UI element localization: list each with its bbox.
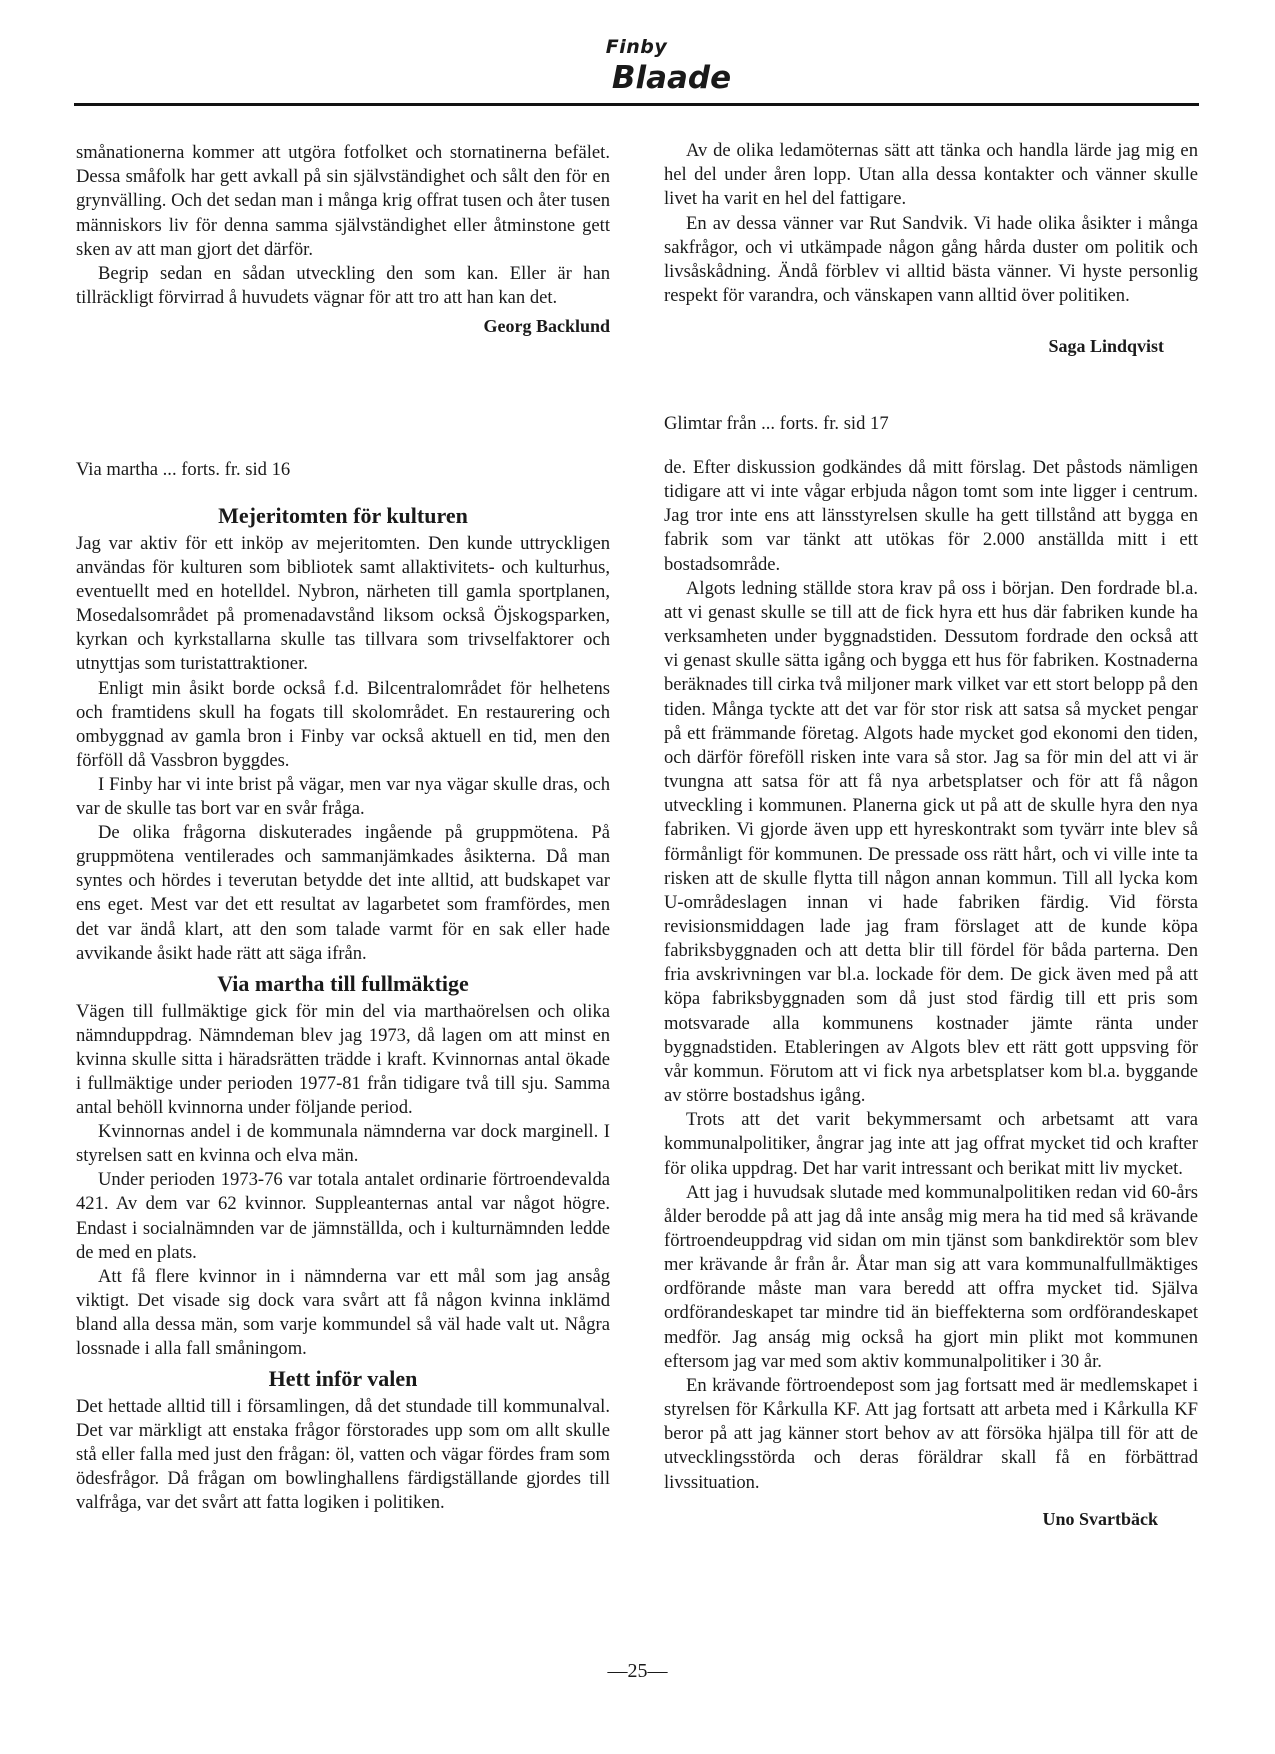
paragraph: Det hettade alltid till i församlingen, då det stundade till kommunalval. Det var märkligt att enstaka frågor förstorades upp som om allt skulle stå eller falla med just den frågan: öl, vatten och vägar fördes fram som ödesfrågor. Då frågan om bowlinghallens färdigställande gjordes till valfråga, var det svårt att fatta logiken i politiken. (76, 1396, 610, 1514)
paragraph: De olika frågorna diskuterades ingående på gruppmötena. På gruppmötena ventilerades och sammanjämkades åsikterna. Då man syntes och hördes i teverutan betydde det inte alltid, att budskapet var ens eget. Mest var det ett resultat av lagarbetet som framfördes, men det var ändå klart, att den som talade varmt för en sak eller hade avvikande åsikt hade rätt att säga ifrån. (76, 822, 610, 964)
masthead-title-large: Blaade (611, 60, 732, 96)
article-via-martha (76, 458, 610, 1516)
paragraph: Jag var aktiv för ett inköp av mejeritomten. Den kunde uttryckligen användas för kulturen som bibliotek samt allaktivitets- och kulturhus, eventuellt med en hotelldel. Nybron, närheten till gamla sportplanen, Mosedalsområdet på promenadavstånd liksom också Öjskogsparken, kyrkan och kyrkstallarna skulle tas tillvara som trivselfaktorer och utnyttjas som turistattraktioner. (76, 533, 610, 675)
paragraph: Kvinnornas andel i de kommunala nämnderna var dock marginell. I styrelsen satt en kvinna och elva män. (76, 1121, 610, 1167)
paragraph: smånationerna kommer att utgöra fotfolket och stornatinerna befälet. Dessa småfolk har gett avkall på sin självständighet och sålt den för en grynvälling. Och det sedan man i många krig offrat tusen och åter tusen människors liv för denna samma självständighet eller åtminstone gett sken av att man gjort det därför. (76, 142, 610, 260)
article-top-left (76, 141, 610, 339)
paragraph: Vägen till fullmäktige gick för min del via marthaörelsen och olika nämnduppdrag. Nämndeman blev jag 1973, då lagen om att minst en kvinna skulle sitta i häradsrätten trädde i kraft. Kvinnornas antal ökade i fullmäktige under perioden 1977-81 från tidigare två till sju. Samma antal behöll kvinnorna under följande period. (76, 1000, 610, 1119)
paragraph: de. Efter diskussion godkändes då mitt förslag. Det påstods nämligen tidigare att vi inte vågar erbjuda någon tomt som inte ligger i centrum. Jag tror inte ens att länsstyrelsen skulle ha gett tillstånd att bygga en fabrik som var tänkt att utökas för 2.000 anställda mitt i ett bostadsområde. (664, 457, 1198, 575)
paragraph: En av dessa vänner var Rut Sandvik. Vi hade olika åsikter i många sakfrågor, och vi utkämpade någon gång hårda duster om politik och livsåskådning. Ändå förblev vi alltid bästa vänner. Vi hyste personlig respekt för varandra, och vänskapen vann alltid över politiken. (664, 212, 1198, 307)
paragraph: Algots ledning ställde stora krav på oss i början. Den fordrade bl.a. att vi genast skulle se till att de fick hyra ett hus där fabriken kunde ha verksamheten under byggnadstiden. Dessutom fordrade den också att vi genast skulle sätta igång och bygga ett hus för fabriken. Kostnaderna beräknades till cirka två miljoner mark vilket var ett stort belopp på den tiden. Många tyckte att det var för stor risk att satsa så mycket pengar på ett främmande företag. Algots hade mycket god ekonomi den tiden, och därför föreföll risken inte vara så stor. Jag sa för min del att vi är tvungna att satsa för att få nya arbetsplatser och för att få någon utveckling i kommunen. Planerna gick ut på att de skulle hyra den nya fabriken. Vi gjorde även upp ett hyreskontrakt som tyvärr inte blev så förmånligt för kommunen. De pressade oss rätt hårt, och vi ville inte ta risken att de skulle flytta till någon annan kommun. Till all lycka kom U-områdeslagen innan vi hade fabriken färdig. Vid första revisionsmiddagen lade jag fram förslaget att de kunde köpa fabriksbyggnaden och att detta blir till fördel för båda parterna. Den fria avskrivningen var bl.a. lockade för dem. De gick även med på att köpa fabriksbyggnaden som då just stod färdig till ett pris som motsvarade alla kommunens kostnader jämte ränta under byggnadstiden. Etableringen av Algots blev ett rätt gott uppsving för vår kommun. Förutom att vi fick nya arbetsplatser kom bl.a. byggande av större bostadshus igång. (664, 577, 1198, 1107)
page-number: —25— (607, 1660, 668, 1682)
article-glimtar (664, 412, 1198, 1531)
paragraph: Att få flere kvinnor in i nämnderna var ett mål som jag ansåg viktigt. Det visade sig dock vara svårt att få någon kvinna inklämd bland alla dessa män, som varje kommundel så väl hade valt ut. Några lossnade i alla fall småningom. (76, 1265, 610, 1359)
masthead-rule (74, 103, 1199, 106)
paragraph: Under perioden 1973-76 var totala antalet ordinarie förtroendevalda 421. Av dem var 62 kvinnor. Suppleanternas antal var något högre. Endast i socialnämnden var de jämnställda, och i kulturnämnden ledde de med en plats. (76, 1169, 610, 1263)
masthead (74, 30, 1199, 104)
paragraph: Av de olika ledamöternas sätt att tänka och handla lärde jag mig en hel del under åren lopp. Utan alla dessa kontakter och vänner skulle livet ha varit en hel del fattigare. (664, 140, 1198, 210)
section-heading: Hett inför valen (268, 1366, 418, 1392)
signature: Georg Backlund (483, 316, 610, 337)
paragraph: I Finby har vi inte brist på vägar, men var nya vägar skulle dras, och var de skulle tas bort var en svår fråga. (76, 773, 610, 820)
continuation-label: Glimtar från ... forts. fr. sid 17 (664, 413, 889, 434)
signature: Uno Svartbäck (1042, 1508, 1158, 1529)
section-heading: Via martha till fullmäktige (217, 970, 469, 996)
paragraph: Trots att det varit bekymmersamt och arbetsamt att vara kommunalpolitiker, ångrar jag inte att jag offrat mycket tid och krafter för olika uppdrag. Det har varit intressant och berikat mitt liv mycket. (664, 1109, 1198, 1179)
signature: Saga Lindqvist (1048, 336, 1164, 357)
masthead-title-small: Finby (605, 36, 668, 58)
paragraph: Enligt min åsikt borde också f.d. Bilcentralområdet för helhetens och framtidens skull ha fogats till skolområdet. En restaurering och ombyggnad av gamla bron i Finby var också aktuell en tid, men den förföll då Vassbron byggdes. (76, 677, 610, 771)
paragraph: En krävande förtroendepost som jag fortsatt med är medlemskapet i styrelsen för Kårkulla KF. Att jag fortsatt att arbeta med i Kårkulla KF beror på att jag känner stort behov av att försöka hjälpa till för att de utvecklingsstörda och deras föräldrar skall få en förbättrad livssituation. (664, 1374, 1198, 1493)
paragraph: Att jag i huvudsak slutade med kommunalpolitiken redan vid 60-års ålder berodde på att jag då inte ansåg mig mera ha tid med så krävande förtroendeuppdrag vid sidan om min tjänst som bankdirektör som blev mer krävande år från år. Åtar man sig att vara kommunalfullmäktiges ordförande måste man vara beredd att offra mycket tid. Själva ordförandeskapet tar mindre tid än bieffekterna som ordförandeskapet medför. Jag anság mig också ha gjort min plikt mot kommunen eftersom jag var med som aktiv kommunalpolitiker i 30 år. (664, 1181, 1198, 1372)
paragraph: Begrip sedan en sådan utveckling den som kan. Eller är han tillräckligt förvirrad å huvudets vägnar för att tro att han kan det. (76, 263, 610, 309)
continuation-label: Via martha ... forts. fr. sid 16 (76, 459, 291, 480)
section-heading: Mejeritomten för kulturen (218, 503, 468, 528)
article-top-right (664, 139, 1198, 359)
